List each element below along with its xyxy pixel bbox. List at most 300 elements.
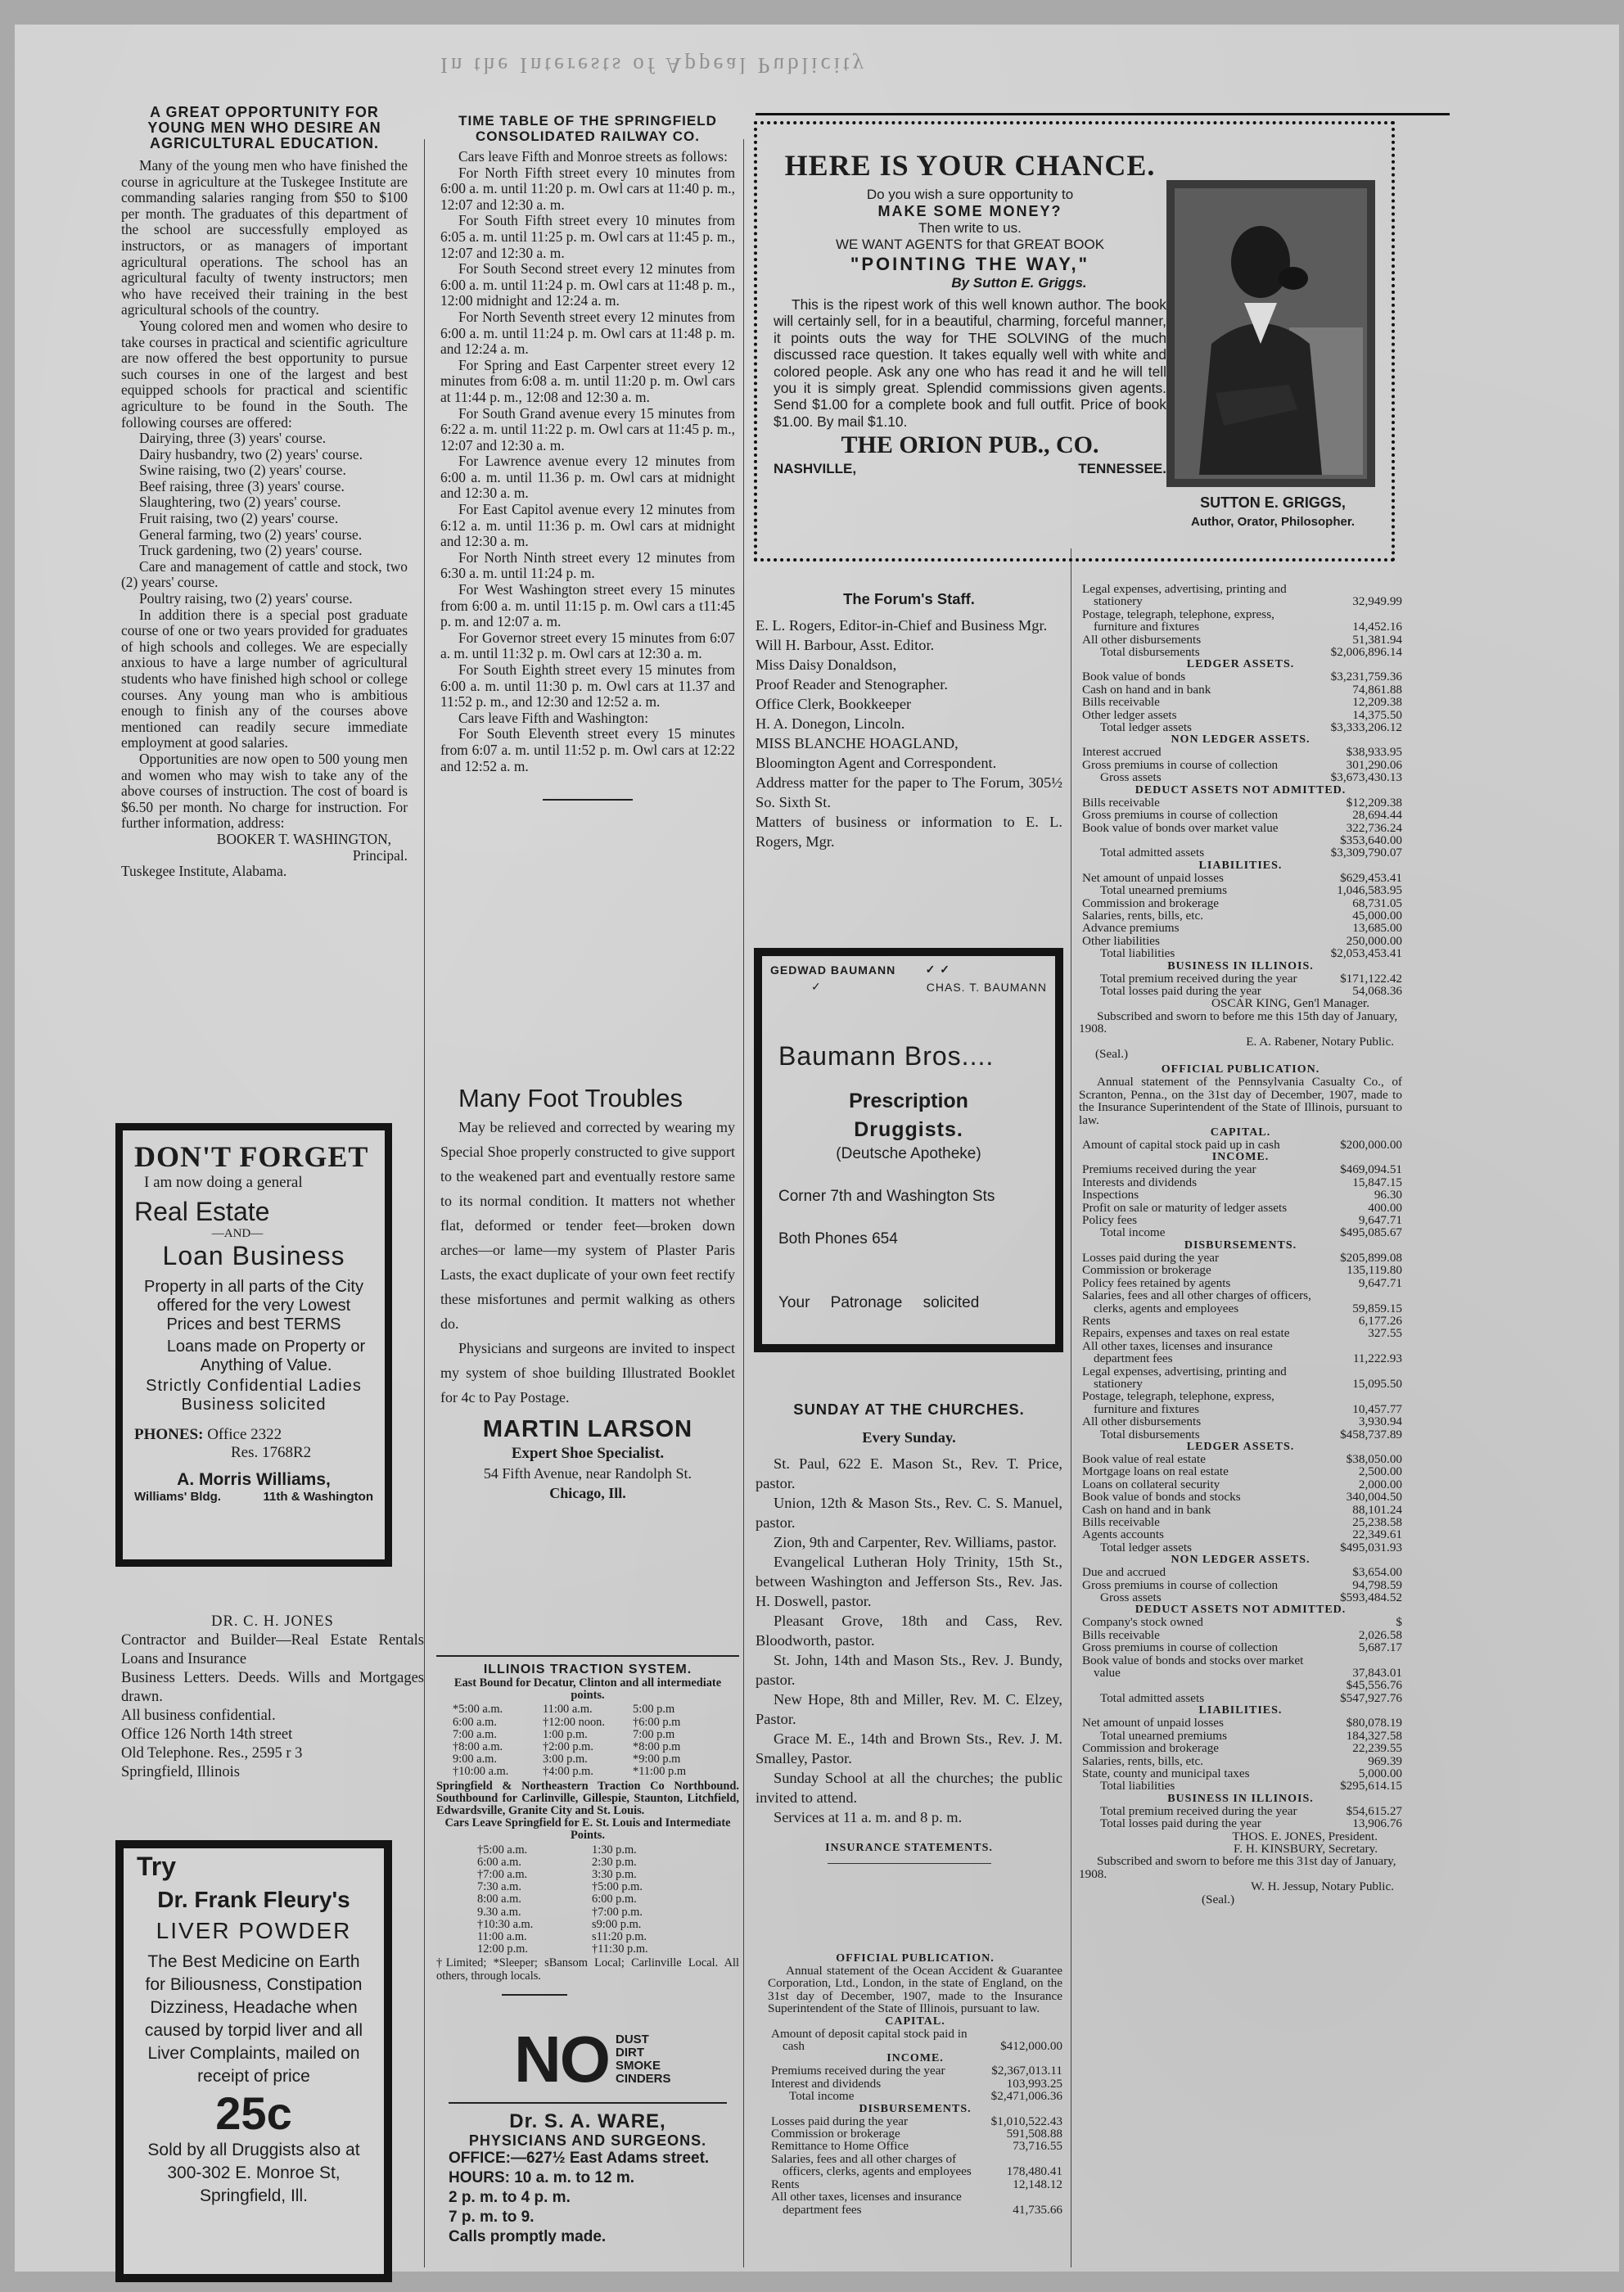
statement-sworn: Subscribed and sworn to before me this 31st day of January, 1908. [1079, 1854, 1396, 1881]
traction-title: ILLINOIS TRACTION SYSTEM. [483, 1663, 692, 1676]
statement-label: Commission or brokerage [1082, 1264, 1211, 1277]
statement-label: Profit on sale or maturity of ledger assets [1082, 1201, 1288, 1215]
statement-row [768, 2064, 1062, 2077]
no-word: DIRT [616, 2046, 644, 2060]
timetable-paragraph: For North Seventh street every 12 minutes from 6:00 a. m. until 11:24 p. m. Owl cars at 11:48 p. m. and 12:24 a. m. [440, 308, 735, 358]
statement-intro: Annual statement of the Ocean Accident & Guarantee Corporation, Ltd., London, in the state of England, on the 31st day of December, 1907, made to the Insurance Superintendent of the State of Illinois, pursuant to law. [768, 1964, 1062, 2016]
timetable-paragraph: For North Ninth street every 12 minutes from 6:30 a. m. until 11:24 p. m. [440, 548, 735, 582]
no-big: NO [514, 2023, 609, 2096]
statement-row [1079, 670, 1402, 683]
statement-value: $45,556.76 [1346, 1678, 1402, 1693]
statement-value: $593,484.52 [1340, 1590, 1402, 1605]
timetable-paragraph: For North Fifth street every 10 minutes from 6:00 a. m. until 11:20 p. m. Owl cars at 11:40 p. m., 12:07 and 12:30 a. m. [440, 164, 735, 213]
statement-label: Commission and brokerage [1082, 896, 1220, 909]
statement-label: Total admitted assets [1100, 846, 1205, 860]
statement-row [1079, 1214, 1402, 1226]
traction-note: †Limited; *Sleeper; sBansom Local; Carlinville Local. All others, through locals. [436, 1956, 739, 1983]
statement-label: Gross premiums in course of collection [1082, 1578, 1279, 1592]
statement-label: Gross assets [1100, 1591, 1162, 1604]
griggs-book-title: "POINTING THE WAY," [850, 253, 1090, 274]
timetable-title: TIME TABLE OF THE SPRINGFIELD CONSOLIDATED RAILWAY CO. [458, 113, 717, 144]
statement-value: 14,375.50 [1352, 707, 1402, 722]
statement-value: 9,647.71 [1358, 1213, 1402, 1228]
statement-label: Total premium received during the year [1100, 1804, 1297, 1818]
author-portrait [1166, 180, 1375, 487]
statement-value: 88,101.24 [1352, 1502, 1402, 1517]
statement-sign: OSCAR KING, Gen'l Manager. [1211, 996, 1369, 1011]
capital-rows [768, 2028, 1062, 2053]
statement-section: DISBURSEMENTS. [859, 2102, 972, 2115]
statement-row [1079, 1428, 1402, 1441]
forum-line: Address matter for the paper to The Forum, 305½ So. Sixth St. [756, 774, 1062, 810]
statement-label: Commission or brokerage [771, 2127, 900, 2141]
article-paragraph: Dairying, three (3) years' course. [139, 430, 327, 447]
statement-value: 3,930.94 [1358, 1414, 1402, 1429]
statement-rows [1079, 1252, 1402, 1441]
statement-label: Commission and brokerage [1082, 1742, 1220, 1755]
ad-title: DON'T FORGET [134, 1140, 369, 1173]
timetable-paragraph: For South Eleventh street every 15 minutes from 6:07 a. m. until 11:52 p. m. Owl cars at 12:22 and 12:52 a. m. [440, 725, 735, 774]
traction-ad [436, 1655, 739, 1996]
timetable-row [453, 1766, 739, 1778]
griggs-body: This is the ripest work of this well known author. The book will certainly sell, for in a beautiful, charming, forceful manner, it points outs the way for THE SOLVING of the much discussed race question. It takes equally well with white and colored people. Ask any one who has read it and he will tell you it is simply great. Splendid commissions given agents. Send $1.00 for a complete book and full outfit. Price of book $1.00. By mail $1.10. [774, 296, 1166, 430]
church-item: New Hope, 8th and Miller, Rev. M. C. Elzey, Pastor. [756, 1691, 1062, 1727]
statement-value: $353,640.00 [1340, 832, 1402, 847]
statement-label: Total unearned premiums [1100, 884, 1227, 897]
statement-value: 2,000.00 [1358, 1477, 1402, 1491]
statement-row [1079, 1189, 1402, 1201]
newspaper-page [15, 25, 1619, 2272]
statement-section: NON LEDGER ASSETS. [1171, 1554, 1310, 1567]
statement-label: Policy fees retained by agents [1082, 1276, 1231, 1290]
griggs-author: SUTTON E. GRIGGS, [1200, 494, 1346, 511]
statement-value: 327.55 [1368, 1326, 1402, 1341]
statement-row [1079, 1780, 1402, 1792]
statement-label: Advance premiums [1082, 922, 1180, 935]
phone-office: Office 2322 [207, 1426, 282, 1443]
jones-line: Business Letters. Deeds. Wills and Mortgages drawn. [121, 1670, 424, 1705]
statement-rows [1079, 972, 1402, 998]
statement-value: $205,899.08 [1340, 1250, 1402, 1265]
ad-property: Property in all parts of the City offered for the very Lowest Prices and best TERMS [144, 1278, 363, 1333]
statement-rows [1079, 1805, 1402, 1830]
timetable-row [477, 1844, 739, 1857]
statement-row [1079, 1453, 1402, 1465]
statement-row [1079, 608, 1402, 634]
statement-label: Gross premiums in course of collection [1082, 1641, 1279, 1654]
statement-label: Bills receivable [1082, 796, 1160, 810]
timetable-cell: *8:00 p.m [633, 1740, 681, 1754]
ocean-statement-cont [1079, 583, 1402, 1906]
timetable-body [440, 149, 735, 774]
statement-label: Legal expenses, advertising, printing and stationery [1082, 583, 1287, 608]
statement-rows [1079, 1566, 1402, 1604]
statement-label: Due and accrued [1082, 1566, 1166, 1579]
statement-row [1079, 1767, 1402, 1780]
timetable-cell: s9:00 p.m. [592, 1917, 642, 1931]
timetable-cell: †8:00 a.m. [453, 1740, 503, 1754]
statement-value: $3,673,430.13 [1330, 770, 1402, 785]
statement-value: $2,471,006.36 [990, 2089, 1062, 2104]
timetable-paragraph: For South Fifth street every 10 minutes from 6:05 a. m. until 11:25 p. m. Owl cars at 11:45 p. m., 12:07 and 12:30 a. m. [440, 212, 735, 261]
larson-city: Chicago, Ill. [549, 1485, 626, 1501]
statement-row [1079, 909, 1402, 922]
statement-value: 184,327.58 [1346, 1728, 1402, 1743]
no-dust-ad [514, 2023, 671, 2096]
statement-rows [1079, 670, 1402, 733]
ad-bldg: Williams' Bldg. [134, 1490, 221, 1504]
statement-label: All other taxes, licenses and insurance department fees [771, 2190, 962, 2216]
liver-product: LIVER POWDER [156, 1918, 352, 1943]
timetable-cell: †12:00 noon. [543, 1715, 605, 1729]
statement-row [1079, 1252, 1402, 1264]
timetable-cell: 12:00 p.m. [477, 1942, 528, 1956]
statement-row [768, 2090, 1062, 2102]
statement-value: 301,290.06 [1346, 757, 1402, 772]
timetable-cell: †10:00 a.m. [453, 1765, 509, 1779]
statement-row [768, 2078, 1062, 2090]
statement-row [768, 2178, 1062, 2190]
statement-section: LEDGER ASSETS. [1186, 658, 1295, 671]
statement-label: Rents [1082, 1314, 1111, 1328]
statement-row [1079, 746, 1402, 758]
statement-label: Losses paid during the year [1082, 1251, 1220, 1265]
church-item: Grace M. E., 14th and Brown Sts., Rev. J. M. Smalley, Pastor. [756, 1730, 1062, 1766]
statement-value: 32,949.99 [1352, 594, 1402, 609]
article-paragraph: Poultry raising, two (2) years' course. [139, 590, 353, 607]
no-words [616, 2033, 671, 2086]
foot-troubles-ad [440, 1082, 735, 1503]
statement-value: $3,333,206.12 [1330, 720, 1402, 735]
forum-line: Will H. Barbour, Asst. Editor. [756, 637, 935, 653]
statement-section: BUSINESS IN ILLINOIS. [1167, 959, 1314, 972]
article-body [121, 158, 408, 832]
ad-line: I am now doing a general [144, 1174, 303, 1191]
timetable-cell: 3:30 p.m. [592, 1868, 637, 1882]
statement-label: Company's stock owned [1082, 1616, 1203, 1629]
statement-value: 5,687.17 [1358, 1640, 1402, 1655]
ad-real-estate: Real Estate [134, 1197, 270, 1226]
ware-hour: Calls promptly made. [449, 2228, 607, 2245]
statement-row [1079, 684, 1402, 696]
statement-rows [1079, 796, 1402, 860]
griggs-headline: HERE IS YOUR CHANCE. [784, 149, 1156, 182]
baumann-line: Both Phones 654 [778, 1230, 898, 1248]
churches-every: Every Sunday. [862, 1429, 956, 1446]
statement-row [1079, 1541, 1402, 1554]
statement-label: Interest and dividends [771, 2077, 882, 2091]
timetable-cell: 7:30 a.m. [477, 1880, 521, 1894]
timetable-paragraph: Cars leave Fifth and Monroe streets as follows: [458, 148, 728, 165]
statement-value: $ [1396, 1615, 1402, 1630]
statement-row [1079, 1591, 1402, 1604]
statement-value: $1,010,522.43 [990, 2114, 1062, 2128]
statement-row [1079, 897, 1402, 909]
timetable-cell: 2:30 p.m. [592, 1855, 637, 1869]
statement-row [768, 2028, 1062, 2053]
baumann-line: Your Patronage solicited [778, 1294, 980, 1311]
statement-value: 68,731.05 [1352, 896, 1402, 910]
statement-sign: THOS. E. JONES, President. [1232, 1829, 1378, 1843]
statement-section: LIABILITIES. [1198, 859, 1283, 872]
statement-label: Mortgage loans on real estate [1082, 1465, 1229, 1478]
timetable-cell: 5:00 p.m [633, 1703, 675, 1717]
churches [756, 1400, 1062, 1864]
signature: BOOKER T. WASHINGTON, [216, 830, 391, 847]
statement-value: 10,457.77 [1352, 1401, 1402, 1416]
statement-label: Gross premiums in course of collection [1082, 758, 1279, 772]
timetable-row [453, 1729, 739, 1741]
statement-row [1079, 1504, 1402, 1516]
ad-loans: Loans made on Property or Anything of Value. [166, 1338, 366, 1374]
forum-line: E. L. Rogers, Editor-in-Chief and Business Mgr. [756, 617, 1048, 634]
statement-label: Total income [1100, 1226, 1166, 1239]
statement-section: INCOME. [886, 2052, 944, 2065]
statement-label: Salaries, rents, bills, etc. [1082, 909, 1204, 923]
statement-section: LEDGER ASSETS. [1186, 1440, 1295, 1453]
church-item: St. Paul, 622 E. Mason St., Rev. T. Price, pastor. [756, 1455, 1062, 1491]
statement-label: Book value of real estate [1082, 1452, 1206, 1466]
article-paragraph: Swine raising, two (2) years' course. [139, 462, 346, 479]
timetable-article [440, 113, 735, 809]
statement-label: Total premium received during the year [1100, 972, 1297, 985]
griggs-line: WE WANT AGENTS for that GREAT BOOK [835, 237, 1105, 253]
statement-label: Postage, telegraph, telephone, express, furniture and fixtures [1082, 1390, 1274, 1416]
statement-label: Book value of bonds and stocks over market value [1082, 1654, 1304, 1680]
statement-value: 969.39 [1368, 1753, 1402, 1768]
statement-rows [1079, 746, 1402, 783]
timetable-row [453, 1703, 739, 1716]
statement-row [1079, 646, 1402, 658]
statement-value: 15,095.50 [1352, 1376, 1402, 1391]
statement-value: $629,453.41 [1340, 870, 1402, 885]
statement-value: 5,000.00 [1358, 1766, 1402, 1780]
statement-value: 2,500.00 [1358, 1464, 1402, 1479]
statement-label: Cash on hand and in bank [1082, 1503, 1211, 1516]
statement-label: Total losses paid during the year [1100, 1817, 1261, 1830]
column-rule [424, 139, 425, 2267]
statement-value: 14,452.16 [1352, 620, 1402, 634]
statement-value: 22,349.61 [1352, 1527, 1402, 1542]
statement-label: Interests and dividends [1082, 1175, 1198, 1189]
timetable-cell: s11:20 p.m. [592, 1930, 647, 1944]
ware-title: PHYSICIANS AND SURGEONS. [468, 2132, 707, 2149]
griggs-line: Do you wish a sure opportunity to [866, 187, 1074, 202]
statement-row [1079, 935, 1402, 947]
statement-row [1079, 1616, 1402, 1628]
statement-value: 340,004.50 [1346, 1490, 1402, 1505]
statement-heading: OFFICIAL PUBLICATION. [836, 1952, 995, 1965]
statement-section: CAPITAL. [1210, 1126, 1271, 1139]
statement-value: 41,735.66 [1013, 2202, 1062, 2217]
statement-value: 13,906.76 [1352, 1816, 1402, 1831]
timetable-row [477, 1857, 739, 1869]
statement-value: 12,209.38 [1352, 695, 1402, 710]
jones-line: Old Telephone. Res., 2595 r 3 [121, 1745, 303, 1762]
no-word: SMOKE [616, 2059, 661, 2073]
jones-line: Springfield, Illinois [121, 1764, 240, 1780]
traction-mid: Springfield & Northeastern Traction Co Northbound. Southbound for Carlinville, Gillespie, Staunton, Litchfield, Edwardsville, Granite City and St. Louis. [436, 1779, 739, 1818]
top-rule [756, 113, 1450, 115]
statement-row [1079, 1730, 1402, 1742]
statement-value: 15,847.15 [1352, 1175, 1402, 1189]
article-paragraph: Slaughtering, two (2) years' course. [139, 494, 341, 511]
statement-row [1079, 1264, 1402, 1276]
statement-value: 9,647.71 [1358, 1275, 1402, 1290]
statement-label: Loans on collateral security [1082, 1478, 1220, 1491]
statement-value: 591,508.88 [1006, 2127, 1062, 2141]
statement-row [1079, 1315, 1402, 1327]
timetable-cell: 3:00 p.m. [543, 1753, 588, 1766]
statement-label: Net amount of unpaid losses [1082, 871, 1224, 885]
tuskegee-article [121, 105, 408, 880]
jones-ad [121, 1613, 424, 1782]
article-paragraph: Fruit raising, two (2) years' course. [139, 510, 339, 527]
griggs-line: MAKE SOME MONEY? [877, 203, 1062, 220]
foot-paragraph: May be relieved and corrected by wearing my Special Shoe properly constructed to give support to the weakened part and eventually restore same to its normal condition. It matters not whether flat, deformed or tender feet—broken down arches—or lame—my system of Plaster Paris Lasts, the exact duplicate of your own feet rectify these misfortunes and permit walking as others do. [440, 1119, 735, 1332]
statement-value: 6,177.26 [1358, 1313, 1402, 1328]
statement-row [1079, 1365, 1402, 1391]
article-paragraph: Opportunities are now open to 500 young men and women who may wish to take any of the above courses of instruction. The cost of board is $6.50 per month. No charge for instruction. For further information, address: [121, 750, 408, 832]
statement-value: $469,094.51 [1340, 1162, 1402, 1177]
statement-value: 45,000.00 [1352, 908, 1402, 923]
statement-label: Gross premiums in course of collection [1082, 809, 1279, 822]
article-paragraph: Young colored men and women who desire to take courses in practical and scientific agriculture are now offered the best opportunity to pursue such courses in one of the largest and best equipped schools for practical and scientific agriculture to be found in the South. The following courses are offered: [121, 317, 408, 431]
traction-subtitle-2: Cars Leave Springfield for E. St. Louis and Intermediate Points. [444, 1816, 731, 1843]
statement-row [768, 2153, 1062, 2178]
liver-sold: Sold by all Druggists also at 300-302 E. Monroe St, Springfield, Ill. [147, 2141, 360, 2205]
timetable-paragraph: For Lawrence avenue every 12 minutes from 6:00 a. m. until 11.36 p. m. Owl cars at midnight and 12:30 a. m. [440, 453, 735, 502]
phone-res: Res. 1768R2 [231, 1444, 312, 1461]
statement-intro: Annual statement of the Pennsylvania Casualty Co., of Scranton, Penna., on the 31st day of December, 1907, made to the Insurance Superintendent of the State of Illinois, pursuant to law. [1079, 1075, 1402, 1127]
statement-label: State, county and municipal taxes [1082, 1766, 1250, 1780]
church-item: Zion, 9th and Carpenter, Rev. Williams, pastor. [774, 1534, 1057, 1550]
statement-row [1079, 1139, 1402, 1151]
statement-row [1079, 1641, 1402, 1654]
timetable-cell: †10:30 a.m. [477, 1917, 534, 1931]
statement-row [1079, 985, 1402, 997]
statement-sign: F. H. KINSBURY, Secretary. [1234, 1841, 1378, 1856]
statement-row [1079, 1566, 1402, 1578]
statement-row [1079, 583, 1402, 608]
statement-row [1079, 1516, 1402, 1528]
statement-value: $12,209.38 [1346, 795, 1402, 810]
statement-row [1079, 1202, 1402, 1214]
statement-sworn: Subscribed and sworn to before me this 15th day of January, 1908. [1079, 1008, 1398, 1036]
article-paragraph: Truck gardening, two (2) years' course. [139, 542, 363, 559]
statement-row [1079, 1327, 1402, 1339]
statement-row [1079, 1579, 1402, 1591]
timetable-row [477, 1943, 739, 1956]
griggs-line: By Sutton E. Griggs. [951, 274, 1087, 291]
statement-rows [1079, 872, 1402, 960]
timetable-paragraph: For South Second street every 12 minutes from 6:00 a. m. until 11:24 p. m. Owl cars at 11:48 p. m., 12:00 midnight and 12:24 a. m. [440, 260, 735, 309]
timetable-cell: †7:00 a.m. [477, 1868, 528, 1882]
liver-price: 25c [215, 2087, 292, 2139]
timetable-row [477, 1893, 739, 1906]
statement-row [1079, 1742, 1402, 1754]
timetable-row [453, 1753, 739, 1766]
timetable-row [477, 1881, 739, 1893]
baumann-ad: GEDWAD BAUMANN ✓ ✓ ✓ CHAS. T. BAUMANN Baumann Bros.... Prescription Druggists. (Deutsche Apotheke) Corner 7th and Washington Sts Both Phones 654 Your Patronage solicited [754, 948, 1063, 1352]
article-paragraph: Many of the young men who have finished the course in agriculture at the Tuskegee Institute are commanding salaries ranging from $50 to $100 per month. The graduates of this department of the school are successfully employed as instructors, or as managers of important agricultural operations. The school has an agricultural faculty of twenty instructors; men who have received their training in the best agricultural schools of the country. [121, 157, 408, 318]
statement-label: Salaries, rents, bills, etc. [1082, 1754, 1204, 1767]
statement-value: 250,000.00 [1346, 933, 1402, 948]
statement-rows [1079, 1163, 1402, 1238]
jones-lines [121, 1631, 424, 1782]
statement-notary: W. H. Jessup, Notary Public. [1251, 1879, 1394, 1894]
statement-label: Total ledger assets [1100, 1541, 1192, 1554]
statement-label: Repairs, expenses and taxes on real estate [1082, 1327, 1290, 1340]
statement-section: LIABILITIES. [1198, 1704, 1283, 1717]
statement-row [1079, 822, 1402, 834]
statement-row [768, 2140, 1062, 2152]
statement-value: $38,933.95 [1346, 745, 1402, 760]
timetable-cell: 7:00 p.m [633, 1727, 675, 1741]
ad-loan: Loan Business [162, 1241, 345, 1270]
statement-row [1079, 1340, 1402, 1365]
church-list [756, 1454, 1062, 1827]
statement-label: Total liabilities [1100, 1780, 1175, 1793]
statement-row [768, 2190, 1062, 2216]
timetable-row [453, 1741, 739, 1753]
griggs-publisher: THE ORION PUB., CO. [841, 431, 1099, 459]
disbursement-rows [768, 2115, 1062, 2216]
ware-office: OFFICE:—627½ East Adams street. [449, 2150, 710, 2167]
statement-value: $412,000.00 [1000, 2039, 1062, 2054]
church-item: Services at 11 a. m. and 8 p. m. [774, 1809, 963, 1825]
timetable-cell: †5:00 a.m. [477, 1843, 528, 1857]
timetable-paragraph: For South Grand avenue every 15 minutes from 6:22 a. m. until 11:22 p. m. Owl cars at 11:45 p. m., 12:07 and 12:30 a. m. [440, 404, 735, 453]
statement-row [1079, 972, 1402, 985]
statement-label: Total liabilities [1100, 947, 1175, 960]
forum-line: MISS BLANCHE HOAGLAND, [756, 735, 959, 751]
statement-section: BUSINESS IN ILLINOIS. [1167, 1792, 1314, 1805]
article-title: A GREAT OPPORTUNITY FOR YOUNG MEN WHO DESIRE AN AGRICULTURAL EDUCATION. [147, 104, 381, 151]
statement-row [1079, 1465, 1402, 1478]
timetable-cell: 11:00 a.m. [543, 1703, 593, 1717]
statement-row [1079, 1390, 1402, 1415]
jones-line: Contractor and Builder—Real Estate Rentals Loans and Insurance [121, 1632, 424, 1667]
griggs-city: NASHVILLE, [774, 461, 857, 477]
forum-line: Proof Reader and Stenographer. [756, 676, 948, 693]
statement-row [1079, 696, 1402, 708]
insurance-title: INSURANCE STATEMENTS. [825, 1842, 993, 1854]
jones-line: Office 126 North 14th street [121, 1726, 293, 1743]
statement-row [1079, 1528, 1402, 1541]
statement-label: Other liabilities [1082, 934, 1160, 948]
statement-row [1079, 947, 1402, 959]
statement-label: Premiums received during the year [771, 2064, 945, 2078]
baumann-name: Baumann Bros.... [778, 1041, 995, 1071]
statement-value: 135,119.80 [1347, 1263, 1402, 1278]
statement-section: DISBURSEMENTS. [1184, 1238, 1297, 1252]
statement-value: 13,685.00 [1352, 921, 1402, 936]
statement-row [1079, 1717, 1402, 1729]
liver-name: Dr. Frank Fleury's [157, 1887, 350, 1912]
statement-label: Amount of deposit capital stock paid in cash [771, 2027, 968, 2053]
statement-label: Bills receivable [1082, 1516, 1160, 1529]
baumann-left: GEDWAD BAUMANN [770, 963, 896, 977]
statement-row [1079, 1755, 1402, 1767]
timetable-cell: 1:00 p.m. [543, 1727, 588, 1741]
statement-row [1079, 884, 1402, 896]
statement-value: 322,736.24 [1346, 820, 1402, 835]
statement-label: Cash on hand and in bank [1082, 683, 1211, 697]
timetable-cell: †6:00 p.m [633, 1715, 681, 1729]
statement-value: $3,654.00 [1352, 1565, 1402, 1580]
griggs-ad [754, 121, 1395, 562]
